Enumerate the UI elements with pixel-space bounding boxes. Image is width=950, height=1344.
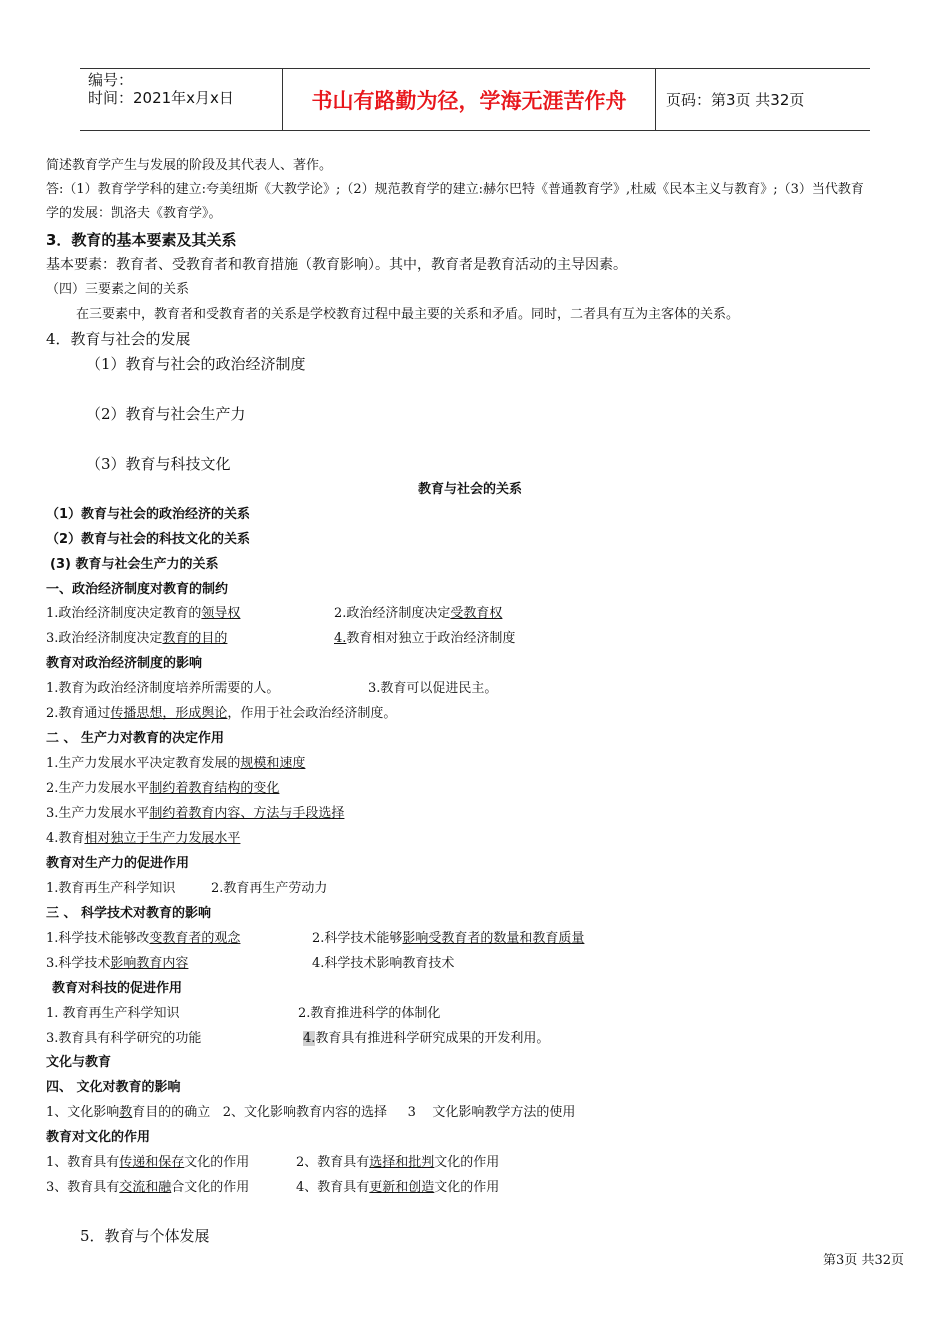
relation-item2: （2）教育与社会的科技文化的关系: [46, 532, 251, 547]
part4-role-1a: 1、教育具有传递和保存文化的作用: [46, 1155, 250, 1170]
part4-line1: 1、文化影响教育目的的确立 2、文化影响教育内容的选择 3 文化影响教学方法的使用: [46, 1105, 576, 1120]
part3-line2b: 4.科学技术影响教育技术: [312, 956, 455, 971]
part3-title: 三 、 科学技术对教育的影响: [46, 906, 212, 921]
intro-answer-line2: 学的发展：凯洛夫《教育学》。: [46, 206, 222, 221]
part3-line2a: 3.科学技术影响教育内容: [46, 956, 189, 971]
part1-influence-2: 2.教育通过传播思想，形成舆论，作用于社会政治经济制度。: [46, 706, 397, 721]
section4-item3: （3）教育与科技文化: [86, 455, 231, 473]
section4-item1: （1）教育与社会的政治经济制度: [86, 355, 306, 373]
part2-promote-b: 2.教育再生产劳动力: [211, 881, 328, 896]
section3-title: 3．教育的基本要素及其关系: [46, 231, 237, 249]
relation-item1: （1）教育与社会的政治经济的关系: [46, 507, 251, 522]
part4-role-2b: 4、教育具有更新和创造文化的作用: [296, 1180, 500, 1195]
part1-influence-1a: 1.教育为政治经济制度培养所需要的人。: [46, 681, 280, 696]
section5-title: 5．教育与个体发展: [80, 1227, 210, 1245]
part1-influence-title: 教育对政治经济制度的影响: [46, 656, 203, 671]
part3-line1a: 1.科学技术能够改变教育者的观念: [46, 931, 241, 946]
part1-line1b: 2.政治经济制度决定受教育权: [334, 606, 503, 621]
relation-item3: (3) 教育与社会生产力的关系: [50, 557, 219, 572]
part3-promote-1b: 2.教育推进科学的体制化: [298, 1006, 441, 1021]
part3-promote-2a: 3.教育具有科学研究的功能: [46, 1031, 202, 1046]
section4-title: 4．教育与社会的发展: [46, 330, 191, 348]
intro-question: 简述教育学产生与发展的阶段及其代表人、著作。: [46, 158, 333, 173]
part3-promote-2b: 4.教育具有推进科学研究成果的开发利用。: [303, 1031, 550, 1046]
document-date: 时间：2021年x月x日: [88, 89, 234, 107]
header-meta: [80, 69, 282, 130]
part3-line1b: 2.科学技术能够影响受教育者的数量和教育质量: [312, 931, 585, 946]
header-page-number: 页码：第3页 共32页: [666, 91, 805, 109]
section3-elements: 基本要素：教育者、受教育者和教育措施（教育影响）。其中，教育者是教育活动的主导因素。: [46, 257, 627, 273]
part1-line2b: 4.教育相对独立于政治经济制度: [334, 631, 516, 646]
part2-line3: 3.生产力发展水平制约着教育内容、方法与手段选择: [46, 806, 345, 821]
header-motto: 书山有路勤为径，学海无涯苦作舟: [282, 69, 656, 130]
part2-promote-title: 教育对生产力的促进作用: [46, 856, 190, 871]
intro-answer-line1: 答:（1）教育学学科的建立:夸美纽斯《大教学论》;（2）规范教育学的建立:赫尔巴特《普通教育学》,杜威《民本主义与教育》;（3）当代教育: [46, 182, 864, 197]
part2-line1: 1.生产力发展水平决定教育发展的规模和速度: [46, 756, 306, 771]
document-header: [80, 68, 870, 131]
section3-subheading: （四）三要素之间的关系: [46, 282, 190, 297]
part1-influence-1b: 3.教育可以促进民主。: [368, 681, 498, 696]
part1-line2a: 3.政治经济制度决定教育的目的: [46, 631, 228, 646]
part2-line2: 2.生产力发展水平制约着教育结构的变化: [46, 781, 280, 796]
part4-culture-title: 文化与教育: [46, 1055, 112, 1070]
section4-item2: （2）教育与社会生产力: [86, 405, 246, 423]
part2-line4: 4.教育相对独立于生产力发展水平: [46, 831, 241, 846]
relations-center-title: 教育与社会的关系: [418, 482, 523, 497]
part2-title: 二 、 生产力对教育的决定作用: [46, 731, 225, 746]
part2-promote-a: 1.教育再生产科学知识: [46, 881, 176, 896]
part3-promote-title: 教育对科技的促进作用: [52, 981, 183, 996]
document-number: 编号：: [88, 71, 134, 89]
part4-title: 四、 文化对教育的影响: [46, 1080, 181, 1095]
part3-promote-1a: 1. 教育再生产科学知识: [46, 1006, 180, 1021]
part4-role-title: 教育对文化的作用: [46, 1130, 151, 1145]
footer-page-number: 第3页 共32页: [823, 1253, 904, 1268]
section3-relation: 在三要素中，教育者和受教育者的关系是学校教育过程中最主要的关系和矛盾。同时，二者具有互为主客体的关系。: [76, 307, 740, 322]
part4-role-2a: 3、教育具有交流和融合文化的作用: [46, 1180, 250, 1195]
part1-line1a: 1.政治经济制度决定教育的领导权: [46, 606, 241, 621]
part4-role-1b: 2、教育具有选择和批判文化的作用: [296, 1155, 500, 1170]
part1-title: 一、政治经济制度对教育的制约: [46, 582, 229, 597]
